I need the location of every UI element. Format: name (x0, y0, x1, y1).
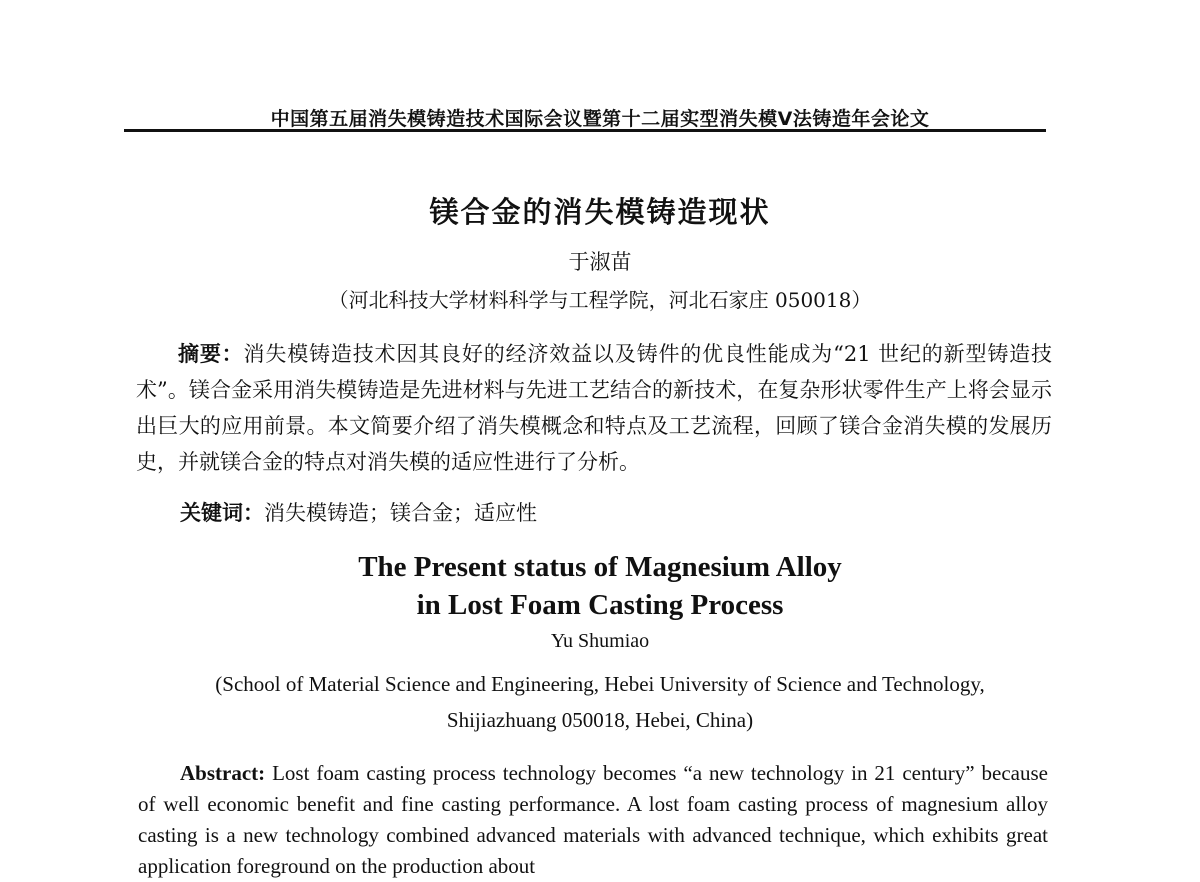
english-abstract-label: Abstract: (180, 761, 266, 785)
english-title-line1: The Present status of Magnesium Alloy (358, 551, 842, 583)
english-title-line2: in Lost Foam Casting Process (416, 589, 784, 621)
english-abstract-text: Lost foam casting process technology becomes “a new technology in 21 century” because of well economic benefit and fine casting performance. A lost foam casting process of magnesium alloy casting is a new technology combined advanced materials with advanced technique, which exhibits great application foreground on the production about (138, 761, 1048, 878)
chinese-keywords-label: 关键词： (180, 501, 264, 525)
chinese-author: 于淑苗 (568, 250, 632, 274)
chinese-keywords (180, 497, 1050, 527)
chinese-abstract (136, 336, 1052, 480)
chinese-abstract-label: 摘要： (178, 342, 244, 366)
header-rule (124, 129, 1046, 132)
english-affiliation-line1: (School of Material Science and Engineering, Hebei University of Science and Technology, (215, 672, 985, 696)
chinese-affiliation: （河北科技大学材料科学与工程学院，河北石家庄 050018） (328, 288, 872, 312)
english-affiliation (120, 666, 1080, 738)
english-affiliation-line2: Shijiazhuang 050018, Hebei, China) (446, 708, 754, 732)
english-abstract (138, 758, 1048, 882)
english-author: Yu Shumiao (550, 630, 650, 652)
running-header: 中国第五届消失模铸造技术国际会议暨第十二届实型消失模V法铸造年会论文 (270, 108, 930, 130)
chinese-abstract-text: 消失模铸造技术因其良好的经济效益以及铸件的优良性能成为“21 世纪的新型铸造技术”。镁合金采用消失模铸造是先进材料与先进工艺结合的新技术，在复杂形状零件生产上将会显示出巨大的应用前景。本文简要介绍了消失模概念和特点及工艺流程，回顾了镁合金消失模的发展历史，并就镁合金的特点对消失模的适应性进行了分析。 (136, 342, 1052, 474)
chinese-keywords-text: 消失模铸造；镁合金；适应性 (264, 501, 537, 525)
english-title (0, 548, 1200, 624)
chinese-title: 镁合金的消失模铸造现状 (429, 195, 771, 229)
